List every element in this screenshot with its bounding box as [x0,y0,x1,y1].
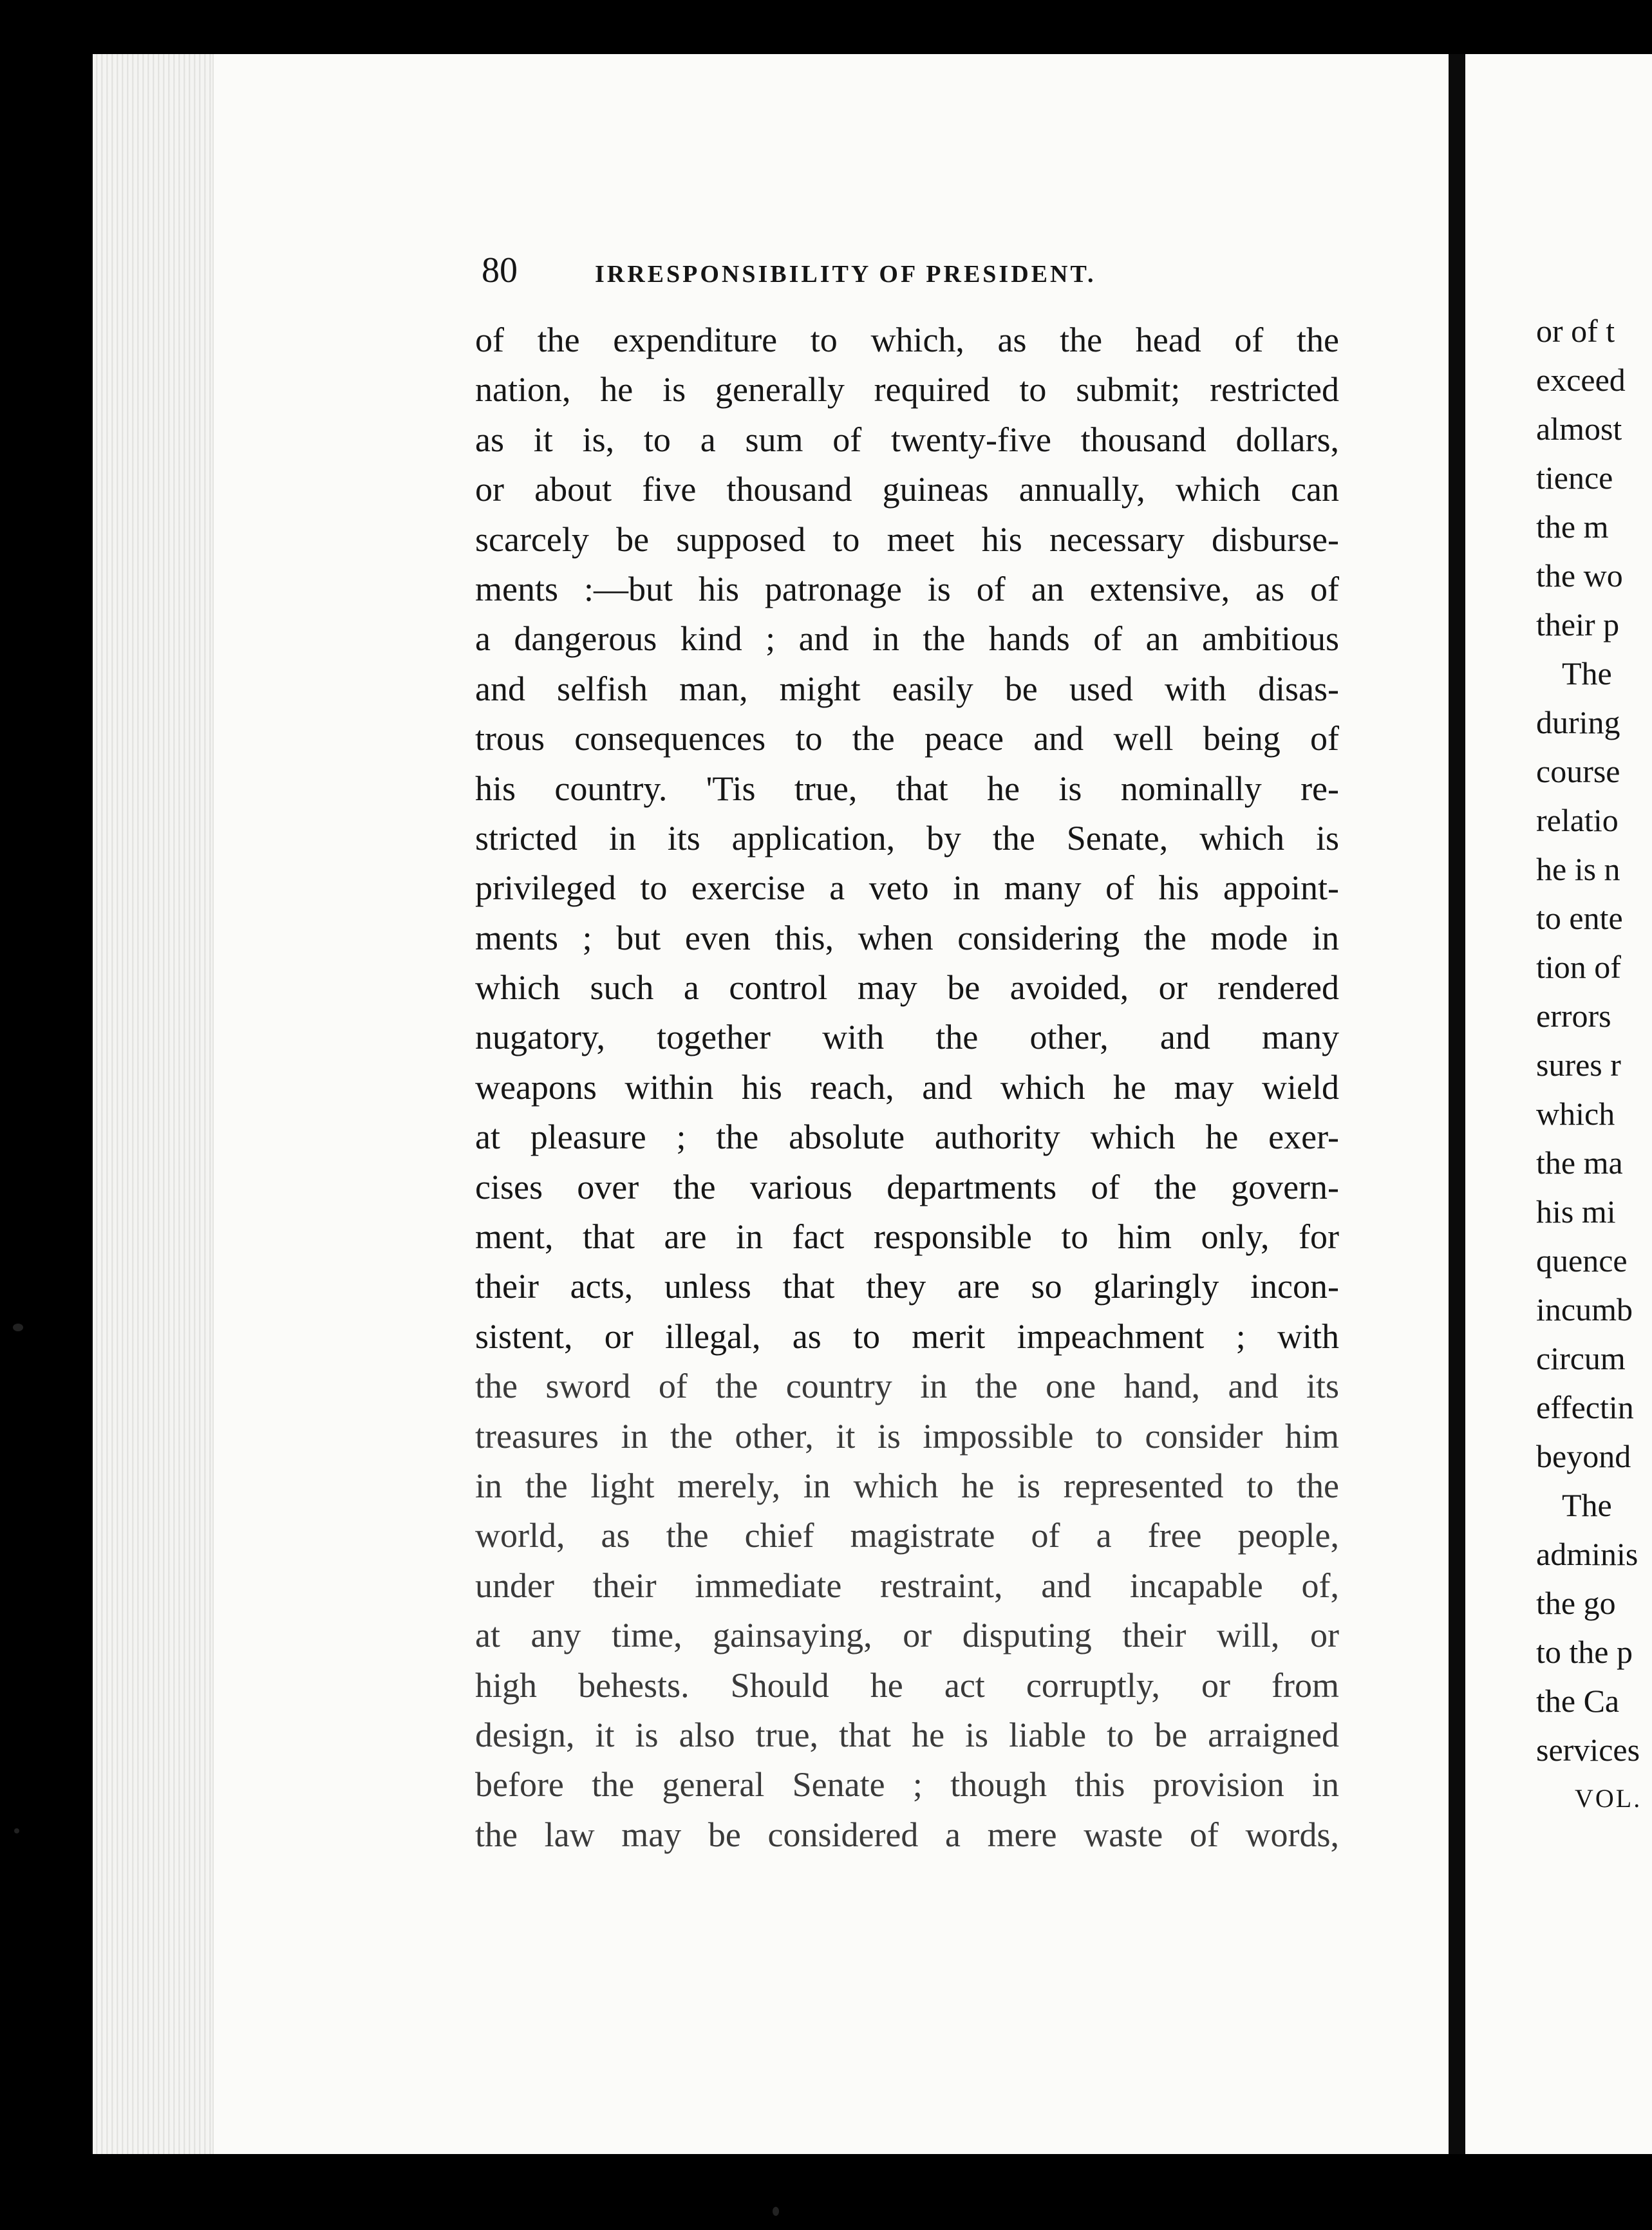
text-line: the law may be considered a mere waste of words, [475,1815,1339,1854]
right-text-line: the ma [1536,1145,1623,1181]
text-line: or about five thousand guineas annually, which can [475,470,1339,509]
book-gutter [1449,54,1465,2154]
right-text-line: his mi [1536,1194,1616,1230]
body-text [475,315,1339,1860]
right-text-line: effectin [1536,1389,1634,1425]
text-line: design, it is also true, that he is liable to be arraigned [475,1715,1339,1754]
right-text-line: circum [1536,1340,1626,1376]
text-line: stricted in its application, by the Senate, which is [475,818,1339,857]
text-line: weapons within his reach, and which he may wield [475,1067,1339,1107]
right-text-line: incumb [1536,1291,1633,1327]
text-line: which such a control may be avoided, or rendered [475,968,1339,1007]
text-line: of the expenditure to which, as the head of the [475,321,1339,359]
text-line: ments :—but his patronage is of an extensive, as of [475,569,1339,608]
right-text-line: The [1562,1487,1612,1523]
right-text-line: almost [1536,411,1622,447]
text-line: high behests. Should he act corruptly, or from [475,1665,1339,1705]
right-text-line: the wo [1536,558,1623,594]
right-text-line: adminis [1536,1536,1638,1572]
right-text-line: relatio [1536,802,1619,838]
page-number: 80 [482,250,518,290]
running-head [482,250,1338,295]
text-line: their acts, unless that they are so glaringly incon- [475,1267,1339,1306]
right-text-line: quence [1536,1242,1628,1279]
right-text-line: he is n [1536,851,1620,887]
running-head-title: IRRESPONSIBILITY OF PRESIDENT. [595,261,1096,288]
scan-speck [773,2207,779,2216]
text-line: scarcely be supposed to meet his necessary disburse- [475,520,1339,559]
right-text-line: exceed [1536,362,1626,398]
text-line: world, as the chief magistrate of a free people, [475,1516,1339,1555]
right-text-line: to the p [1536,1634,1633,1670]
text-line: nation, he is generally required to submit; restricted [475,370,1339,409]
text-line: as it is, to a sum of twenty-five thousand dollars, [475,420,1339,459]
right-text-line: tion of [1536,949,1621,985]
text-line: under their immediate restraint, and incapable of, [475,1566,1339,1605]
right-text-line: course [1536,753,1620,789]
text-line: treasures in the other, it is impossible to consider him [475,1416,1339,1456]
right-text-line: services [1536,1732,1640,1768]
text-line: and selfish man, might easily be used with disas- [475,669,1339,708]
right-text-line: tience [1536,460,1613,496]
right-text-line: beyond [1536,1438,1631,1474]
scan-speck [13,1324,23,1331]
text-line: the sword of the country in the one hand, and its [475,1367,1339,1406]
text-line: in the light merely, in which he is represented to the [475,1466,1339,1505]
text-line: before the general Senate ; though this provision in [475,1765,1339,1804]
right-text-line: their p [1536,606,1620,642]
right-text-line: the go [1536,1585,1616,1621]
text-line: cises over the various departments of the govern- [475,1167,1339,1206]
text-line: nugatory, together with the other, and many [475,1018,1339,1057]
scan-speck [14,1828,19,1833]
right-text-line: VOL. [1575,1784,1642,1813]
right-text-line: to ente [1536,900,1623,936]
text-line: at pleasure ; the absolute authority which he exer- [475,1118,1339,1157]
right-text-line: the Ca [1536,1683,1620,1719]
text-line: privileged to exercise a veto in many of his appoint- [475,868,1339,908]
page-edges [93,54,214,2154]
right-text-line: errors [1536,998,1611,1034]
text-line: trous consequences to the peace and well being of [475,719,1339,758]
right-text-line: which [1536,1096,1615,1132]
right-text-line: sures r [1536,1047,1621,1083]
text-line: a dangerous kind ; and in the hands of an ambitious [475,619,1339,659]
right-text-line: or of t [1536,313,1615,349]
text-line: sistent, or illegal, as to merit impeachment ; with [475,1316,1339,1356]
right-text-line: the m [1536,509,1609,545]
text-line: ment, that are in fact responsible to him only, for [475,1217,1339,1257]
text-line: his country. 'Tis true, that he is nominally re- [475,769,1339,808]
text-line: at any time, gainsaying, or disputing their will, or [475,1616,1339,1655]
right-text-line: during [1536,704,1620,740]
right-text-line: The [1562,655,1612,691]
right-page-text [1536,306,1652,1823]
text-line: ments ; but even this, when considering the mode in [475,918,1339,957]
